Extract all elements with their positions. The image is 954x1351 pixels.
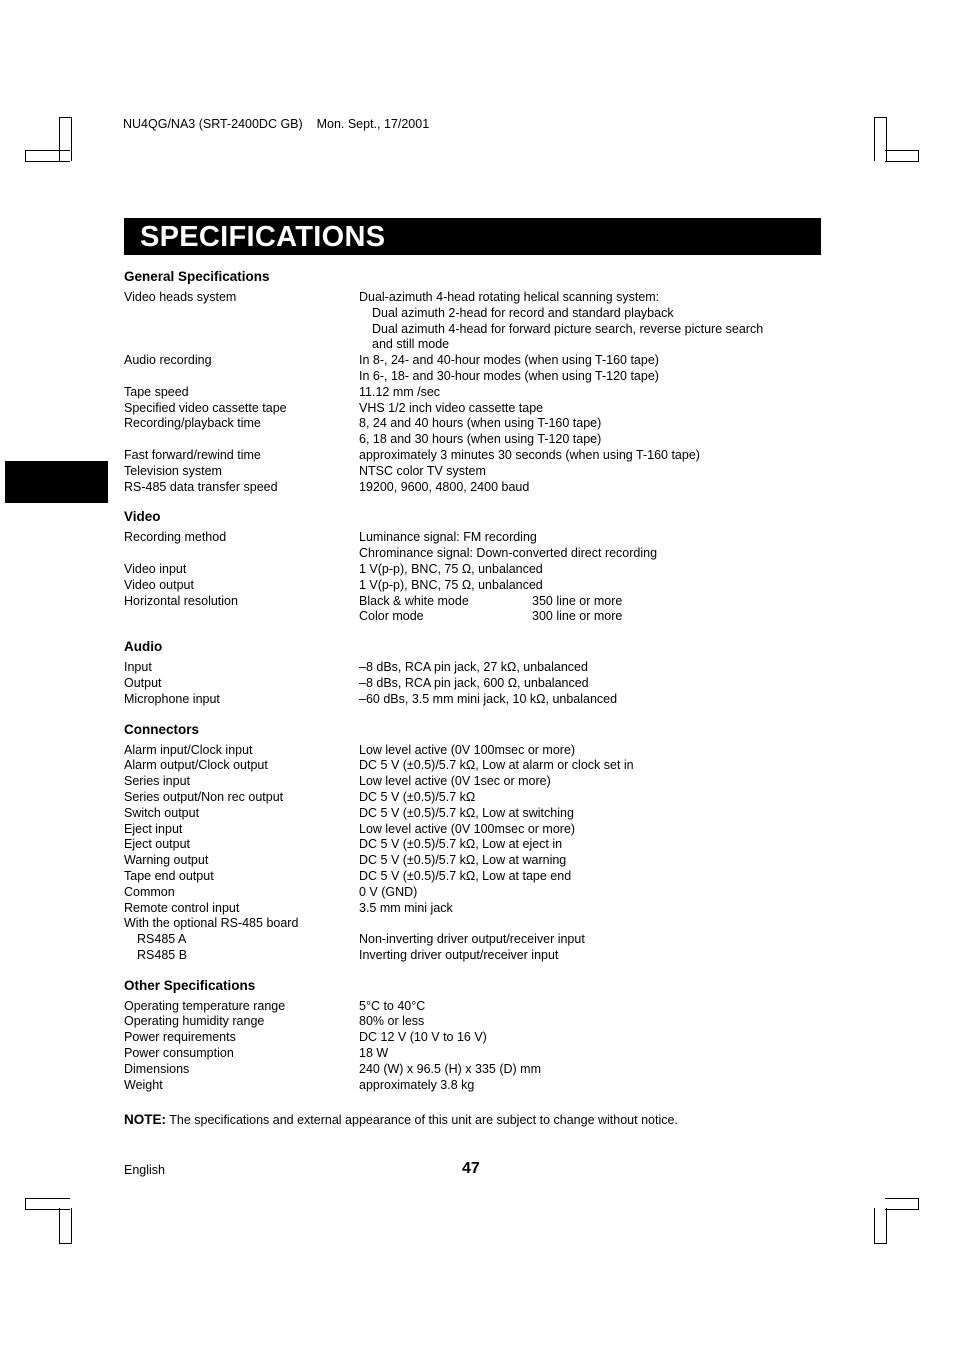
spec-value-line: Low level active (0V 100msec or more) xyxy=(359,821,576,836)
note-label: NOTE: xyxy=(124,1112,166,1127)
spec-value xyxy=(359,416,824,448)
spec-label: Horizontal resolution xyxy=(124,593,238,608)
spec-value-line: DC 5 V (±0.5)/5.7 kΩ xyxy=(359,789,476,804)
section-heading-other: Other Specifications xyxy=(124,977,256,993)
spec-label: Power requirements xyxy=(124,1030,236,1045)
spec-value-line xyxy=(359,916,824,932)
page-number: 47 xyxy=(462,1160,480,1177)
spec-value-line: 1 V(p-p), BNC, 75 Ω, unbalanced xyxy=(359,577,543,592)
side-tab-marker xyxy=(5,461,108,503)
spec-value xyxy=(359,676,824,692)
spec-row xyxy=(124,869,824,885)
spec-row xyxy=(124,401,824,417)
spec-value xyxy=(359,853,824,869)
spec-value xyxy=(359,885,824,901)
spec-row xyxy=(124,448,824,464)
section-heading-general: General Specifications xyxy=(124,269,270,284)
spec-row xyxy=(124,822,824,838)
spec-row xyxy=(124,916,824,932)
spec-value-line: VHS 1/2 inch video cassette tape xyxy=(359,400,544,415)
spec-value-line: –8 dBs, RCA pin jack, 27 kΩ, unbalanced xyxy=(359,660,588,675)
spec-row xyxy=(124,594,824,626)
spec-value-line: 19200, 9600, 4800, 2400 baud xyxy=(359,479,530,494)
spec-row xyxy=(124,806,824,822)
spec-row xyxy=(124,885,824,901)
spec-value xyxy=(359,562,824,578)
spec-row xyxy=(124,901,824,917)
spec-value-line: Dual azimuth 4-head for forward picture search, reverse picture search xyxy=(372,321,764,336)
spec-label: Audio recording xyxy=(124,353,212,368)
section-heading-video: Video xyxy=(124,509,161,525)
spec-value xyxy=(359,530,824,562)
spec-value xyxy=(359,692,824,708)
spec-label: Television system xyxy=(124,463,222,478)
spec-value xyxy=(359,464,824,480)
spec-value-line: In 8-, 24- and 40-hour modes (when using T-160 tape) xyxy=(359,353,659,368)
spec-label: Operating temperature range xyxy=(124,998,286,1013)
spec-label: Power consumption xyxy=(124,1046,234,1061)
spec-row xyxy=(124,948,824,964)
crop-mark-bottom-right-h xyxy=(885,1198,919,1210)
spec-label: Weight xyxy=(124,1077,163,1092)
document-reference: NU4QG/NA3 (SRT-2400DC GB) Mon. Sept., 17/2001 xyxy=(123,117,430,131)
spec-value xyxy=(359,480,824,496)
spec-row xyxy=(124,290,824,353)
spec-row xyxy=(124,837,824,853)
spec-row xyxy=(124,1062,824,1078)
spec-value xyxy=(359,1046,824,1062)
spec-value-line: 0 V (GND) xyxy=(359,884,418,899)
spec-row xyxy=(124,743,824,759)
note xyxy=(124,1112,678,1127)
spec-value-line: Low level active (0V 1sec or more) xyxy=(359,774,551,789)
spec-value-line: 80% or less xyxy=(359,1014,425,1029)
spec-value xyxy=(359,578,824,594)
spec-label: Warning output xyxy=(124,853,209,868)
spec-value-line: Low level active (0V 100msec or more) xyxy=(359,742,576,757)
spec-label: Common xyxy=(124,884,175,899)
spec-value-line: 11.12 mm /sec xyxy=(359,384,441,399)
crop-mark-bottom-right-v xyxy=(874,1208,887,1244)
crop-mark-top-left-h xyxy=(25,150,70,162)
spec-label: Video input xyxy=(124,561,187,576)
section-general xyxy=(124,290,824,495)
spec-value-line: 8, 24 and 40 hours (when using T-160 tape) xyxy=(359,416,602,431)
spec-label: RS485 B xyxy=(137,947,188,962)
spec-label: Dimensions xyxy=(124,1061,190,1076)
title-banner xyxy=(124,218,821,255)
spec-value xyxy=(359,401,824,417)
spec-label: Specified video cassette tape xyxy=(124,400,287,415)
spec-label: Tape speed xyxy=(124,384,189,399)
spec-value-line: DC 5 V (±0.5)/5.7 kΩ, Low at alarm or clock set in xyxy=(359,758,634,773)
spec-sub-label: Color mode xyxy=(359,609,424,624)
spec-value-line: approximately 3 minutes 30 seconds (when using T-160 tape) xyxy=(359,447,700,462)
spec-row xyxy=(124,790,824,806)
spec-value xyxy=(359,999,824,1015)
spec-label: Series output/Non rec output xyxy=(124,789,284,804)
spec-row xyxy=(124,999,824,1015)
spec-value xyxy=(359,743,824,759)
spec-label: Input xyxy=(124,660,152,675)
spec-row xyxy=(124,774,824,790)
spec-label: Switch output xyxy=(124,805,200,820)
spec-label: Alarm input/Clock input xyxy=(124,742,253,757)
spec-label: Series input xyxy=(124,774,191,789)
spec-row xyxy=(124,1046,824,1062)
spec-label: Tape end output xyxy=(124,868,214,883)
page-title: SPECIFICATIONS xyxy=(140,221,386,253)
spec-value xyxy=(359,660,824,676)
spec-value xyxy=(359,774,824,790)
section-heading-connectors: Connectors xyxy=(124,721,200,737)
spec-label: Video output xyxy=(124,577,194,592)
spec-value-line: and still mode xyxy=(372,337,450,352)
spec-value-line: 240 (W) x 96.5 (H) x 335 (D) mm xyxy=(359,1061,541,1076)
section-audio xyxy=(124,660,824,707)
spec-value-line: DC 5 V (±0.5)/5.7 kΩ, Low at tape end xyxy=(359,868,572,883)
spec-sub-row xyxy=(359,594,824,610)
spec-value xyxy=(359,448,824,464)
spec-label: Operating humidity range xyxy=(124,1014,265,1029)
spec-label: Alarm output/Clock output xyxy=(124,758,268,773)
spec-value-line: 1 V(p-p), BNC, 75 Ω, unbalanced xyxy=(359,561,543,576)
spec-value xyxy=(359,837,824,853)
spec-value-line: DC 12 V (10 V to 16 V) xyxy=(359,1030,487,1045)
spec-row xyxy=(124,416,824,448)
spec-value xyxy=(359,1030,824,1046)
spec-value-line: DC 5 V (±0.5)/5.7 kΩ, Low at switching xyxy=(359,805,574,820)
spec-sub-value: 350 line or more xyxy=(532,593,623,608)
spec-label: Recording/playback time xyxy=(124,416,261,431)
crop-mark-bottom-left-v xyxy=(59,1208,72,1244)
spec-value-line: Non-inverting driver output/receiver input xyxy=(359,932,585,947)
spec-value-line: 5°C to 40°C xyxy=(359,998,426,1013)
spec-label: Eject input xyxy=(124,821,183,836)
spec-label: Microphone input xyxy=(124,691,220,706)
spec-value xyxy=(359,822,824,838)
spec-value xyxy=(359,901,824,917)
spec-value-line: approximately 3.8 kg xyxy=(359,1077,475,1092)
spec-row xyxy=(124,692,824,708)
specifications-content xyxy=(124,269,824,1093)
spec-label: Video heads system xyxy=(124,290,237,304)
spec-value xyxy=(359,385,824,401)
spec-row xyxy=(124,385,824,401)
note-text: The specifications and external appearance of this unit are subject to change without notice. xyxy=(166,1113,678,1127)
spec-row xyxy=(124,758,824,774)
spec-row xyxy=(124,1078,824,1094)
spec-value-line: Dual azimuth 2-head for record and standard playback xyxy=(372,305,674,320)
spec-sub-value: 300 line or more xyxy=(532,609,623,624)
spec-value xyxy=(359,758,824,774)
spec-row xyxy=(124,578,824,594)
spec-label: Fast forward/rewind time xyxy=(124,447,261,462)
spec-row xyxy=(124,853,824,869)
spec-row xyxy=(124,1014,824,1030)
spec-label: RS485 A xyxy=(137,932,187,947)
footer-language: English xyxy=(124,1163,165,1177)
spec-label: With the optional RS-485 board xyxy=(124,916,299,931)
spec-value-line: Chrominance signal: Down-converted direct recording xyxy=(359,546,658,561)
spec-value-line: NTSC color TV system xyxy=(359,463,486,478)
spec-value-line: 3.5 mm mini jack xyxy=(359,900,453,915)
section-heading-audio: Audio xyxy=(124,639,163,655)
spec-value xyxy=(359,916,824,932)
spec-value xyxy=(359,1078,824,1094)
spec-value-line: DC 5 V (±0.5)/5.7 kΩ, Low at warning xyxy=(359,853,567,868)
spec-sub-row xyxy=(359,609,824,625)
section-video xyxy=(124,530,824,625)
spec-value xyxy=(359,594,824,626)
spec-value-line: –8 dBs, RCA pin jack, 600 Ω, unbalanced xyxy=(359,675,589,690)
spec-value xyxy=(359,869,824,885)
spec-row xyxy=(124,676,824,692)
spec-sub-label: Black & white mode xyxy=(359,593,469,608)
spec-row xyxy=(124,464,824,480)
spec-value-line: 6, 18 and 30 hours (when using T-120 tape) xyxy=(359,432,602,447)
spec-value-line: 18 W xyxy=(359,1046,389,1061)
spec-value-line: Luminance signal: FM recording xyxy=(359,530,537,545)
spec-value xyxy=(359,932,824,948)
spec-row xyxy=(124,353,824,385)
spec-label: RS-485 data transfer speed xyxy=(124,479,278,494)
spec-value xyxy=(359,1014,824,1030)
spec-row xyxy=(124,932,824,948)
spec-value-line: Dual-azimuth 4-head rotating helical scanning system: xyxy=(359,290,660,304)
spec-row xyxy=(124,1030,824,1046)
spec-value xyxy=(359,806,824,822)
spec-value-line: DC 5 V (±0.5)/5.7 kΩ, Low at eject in xyxy=(359,837,563,852)
spec-value xyxy=(359,353,824,385)
spec-label: Recording method xyxy=(124,530,227,545)
spec-value-line: –60 dBs, 3.5 mm mini jack, 10 kΩ, unbalanced xyxy=(359,691,618,706)
spec-value xyxy=(359,948,824,964)
crop-mark-top-right-h xyxy=(885,150,919,162)
spec-row xyxy=(124,660,824,676)
section-other xyxy=(124,999,824,1094)
spec-value-line: Inverting driver output/receiver input xyxy=(359,947,559,962)
spec-value-line: In 6-, 18- and 30-hour modes (when using T-120 tape) xyxy=(359,368,659,383)
spec-label: Output xyxy=(124,675,162,690)
section-connectors xyxy=(124,743,824,964)
spec-label: Eject output xyxy=(124,837,191,852)
spec-value xyxy=(359,1062,824,1078)
spec-label: Remote control input xyxy=(124,900,240,915)
spec-row xyxy=(124,530,824,562)
spec-row xyxy=(124,562,824,578)
spec-value xyxy=(359,790,824,806)
spec-row xyxy=(124,480,824,496)
spec-value xyxy=(359,290,824,353)
